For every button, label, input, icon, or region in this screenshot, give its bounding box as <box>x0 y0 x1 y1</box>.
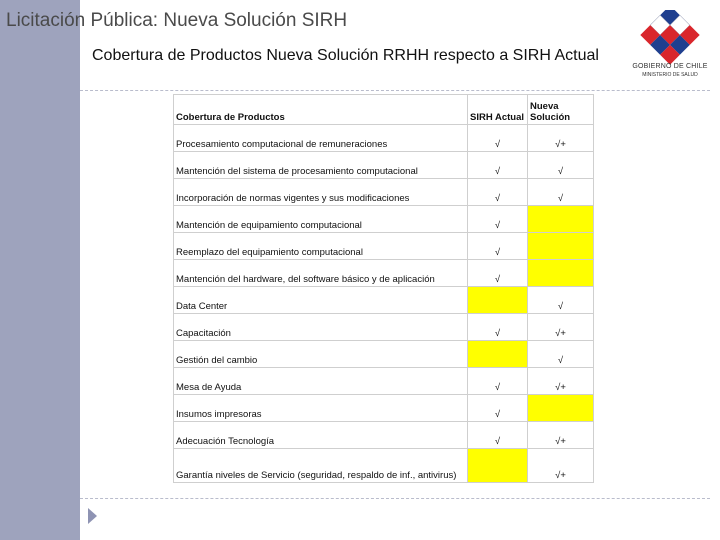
table-row <box>174 341 594 368</box>
table-row <box>174 395 594 422</box>
nueva-solucion-cell <box>528 233 594 260</box>
table-header-row <box>174 95 594 125</box>
bullet-arrow-icon <box>88 508 97 524</box>
left-accent-band <box>0 0 80 540</box>
table-row <box>174 260 594 287</box>
product-cell: Gestión del cambio <box>174 341 468 368</box>
sirh-actual-cell: √ <box>468 422 528 449</box>
product-cell: Garantía niveles de Servicio (seguridad, respaldo de inf., antivirus) <box>174 449 468 483</box>
nueva-solucion-cell: √+ <box>528 314 594 341</box>
sirh-actual-cell <box>468 341 528 368</box>
product-cell: Mantención de equipamiento computacional <box>174 206 468 233</box>
slide-subtitle: Cobertura de Productos Nueva Solución RRHH respecto a SIRH Actual <box>92 47 599 64</box>
table-row <box>174 368 594 395</box>
table-row <box>174 233 594 260</box>
bottom-divider <box>80 498 710 499</box>
product-cell: Mesa de Ayuda <box>174 368 468 395</box>
nueva-solucion-cell: √ <box>528 287 594 314</box>
sirh-actual-cell: √ <box>468 179 528 206</box>
sirh-actual-cell: √ <box>468 233 528 260</box>
product-cell: Reemplazo del equipamiento computacional <box>174 233 468 260</box>
header-nueva-solucion: Nueva Solución <box>528 95 594 125</box>
product-cell: Adecuación Tecnología <box>174 422 468 449</box>
nueva-solucion-cell: √+ <box>528 368 594 395</box>
sirh-actual-cell: √ <box>468 368 528 395</box>
sirh-actual-cell: √ <box>468 152 528 179</box>
nueva-solucion-cell <box>528 395 594 422</box>
nueva-solucion-cell: √+ <box>528 449 594 483</box>
table-row <box>174 449 594 483</box>
sirh-actual-cell: √ <box>468 395 528 422</box>
product-cell: Data Center <box>174 287 468 314</box>
slide-title: Licitación Pública: Nueva Solución SIRH <box>6 10 348 31</box>
nueva-solucion-cell: √+ <box>528 125 594 152</box>
nueva-solucion-cell: √ <box>528 341 594 368</box>
sirh-actual-cell: √ <box>468 260 528 287</box>
product-cell: Capacitación <box>174 314 468 341</box>
sirh-actual-cell: √ <box>468 314 528 341</box>
table-row <box>174 422 594 449</box>
nueva-solucion-cell <box>528 260 594 287</box>
product-cell: Mantención del hardware, del software básico y de aplicación <box>174 260 468 287</box>
nueva-solucion-cell: √ <box>528 179 594 206</box>
table-row <box>174 206 594 233</box>
product-cell: Mantención del sistema de procesamiento computacional <box>174 152 468 179</box>
nueva-solucion-cell: √ <box>528 152 594 179</box>
logo-line-1: GOBIERNO DE CHILE <box>632 63 708 70</box>
sirh-actual-cell: √ <box>468 206 528 233</box>
table-row <box>174 287 594 314</box>
header-sirh-actual: SIRH Actual <box>468 95 528 125</box>
nueva-solucion-cell: √+ <box>528 422 594 449</box>
top-divider <box>80 90 710 91</box>
table-row <box>174 125 594 152</box>
table-row <box>174 314 594 341</box>
table-body <box>174 125 594 483</box>
header-product: Cobertura de Productos <box>174 95 468 125</box>
product-cell: Incorporación de normas vigentes y sus modificaciones <box>174 179 468 206</box>
nueva-solucion-cell <box>528 206 594 233</box>
table-row <box>174 152 594 179</box>
table-row <box>174 179 594 206</box>
sirh-actual-cell <box>468 449 528 483</box>
sirh-actual-cell: √ <box>468 125 528 152</box>
logo-line-2: MINISTERIO DE SALUD <box>642 72 698 78</box>
coverage-table <box>173 94 594 483</box>
product-cell: Procesamiento computacional de remuneraciones <box>174 125 468 152</box>
sirh-actual-cell <box>468 287 528 314</box>
product-cell: Insumos impresoras <box>174 395 468 422</box>
